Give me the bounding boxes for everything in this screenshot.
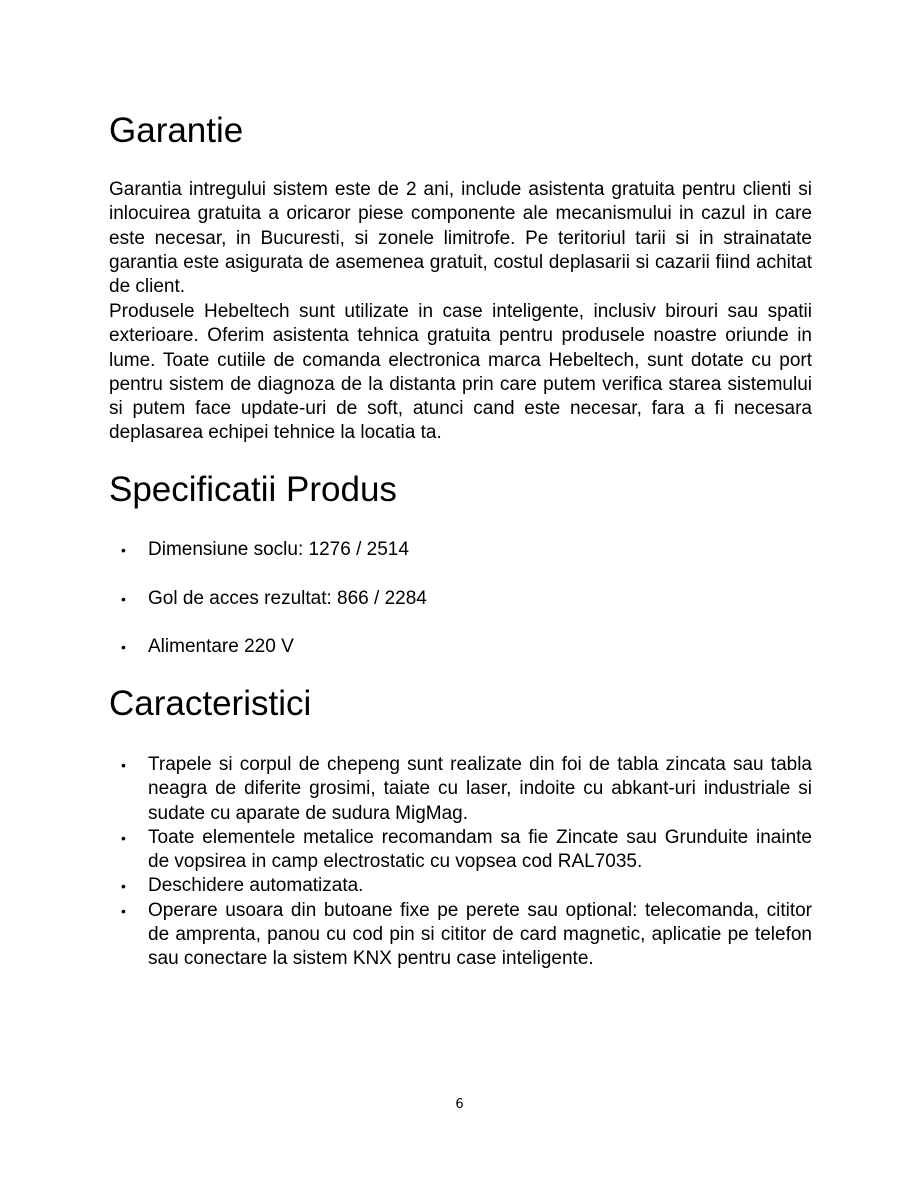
bullet-icon: • [121,757,126,773]
bullet-icon: • [121,590,126,607]
list-item-text: Deschidere automatizata. [148,875,364,897]
bullet-icon: • [121,829,126,846]
page-number: 6 [455,1097,464,1112]
section-title-specificatii: Specificatii Produs [109,470,397,509]
bullet-icon: • [121,902,126,919]
list-item-text: Operare usoara din butoane fixe pe perete sau optional: telecomanda, cititor de amprenta, panou cu cod pin si cititor de card magnetic, aplicatie pe telefon sau conectare la sistem KNX pentru case inteligente. [148,899,812,970]
bullet-icon: • [121,639,126,656]
bullet-icon: • [121,542,126,558]
list-item [109,899,812,972]
list-item [109,753,812,826]
specificatii-list [109,538,812,684]
list-item [109,587,812,611]
section-title-caracteristici: Caracteristici [109,684,312,723]
list-item-text: Gol de acces rezultat: 866 / 2284 [148,587,427,609]
list-item-text: Alimentare 220 V [148,636,294,658]
list-item [109,635,812,659]
list-item-text: Toate elementele metalice recomandam sa fie Zincate sau Grunduite inainte de vopsirea in camp electrostatic cu vopsea cod RAL7035. [148,826,812,873]
list-item-text: Dimensiune soclu: 1276 / 2514 [148,539,409,560]
garantie-paragraph-1: Garantia intregului sistem este de 2 ani, include asistenta gratuita pentru clienti si inlocuirea gratuita a oricaror piese componente ale mecanismului in cazul in care este necesar, in Bucuresti, si zonele limitrofe. Pe teritoriul tarii si in strainatate garantia este asigurata de asemenea gratuit, costul deplasarii si cazarii fiind achitat de client. [109,179,812,298]
caracteristici-list [109,753,812,972]
list-item-text: Trapele si corpul de chepeng sunt realizate din foi de tabla zincata sau tabla neagra de diferite grosimi, taiate cu laser, indoite cu abkant-uri industriale si sudate cu aparate de sudura MigMag. [148,754,812,824]
list-item [109,874,812,898]
section-title-garantie: Garantie [109,111,244,150]
garantie-paragraph-2: Produsele Hebeltech sunt utilizate in case inteligente, inclusiv birouri sau spatii exterioare. Oferim asistenta tehnica gratuita pentru produsele noastre oriunde in lume. Toate cutiile de comanda electronica marca Hebeltech, sunt dotate cu port pentru sistem de diagnoza de la distanta prin care putem verifica starea sistemului si putem face update-uri de soft, atunci cand este necesar, fara a fi necesara deplasarea echipei tehnice la locatia ta. [109,301,812,444]
list-item [109,538,812,562]
list-item [109,826,812,875]
bullet-icon: • [121,878,126,895]
